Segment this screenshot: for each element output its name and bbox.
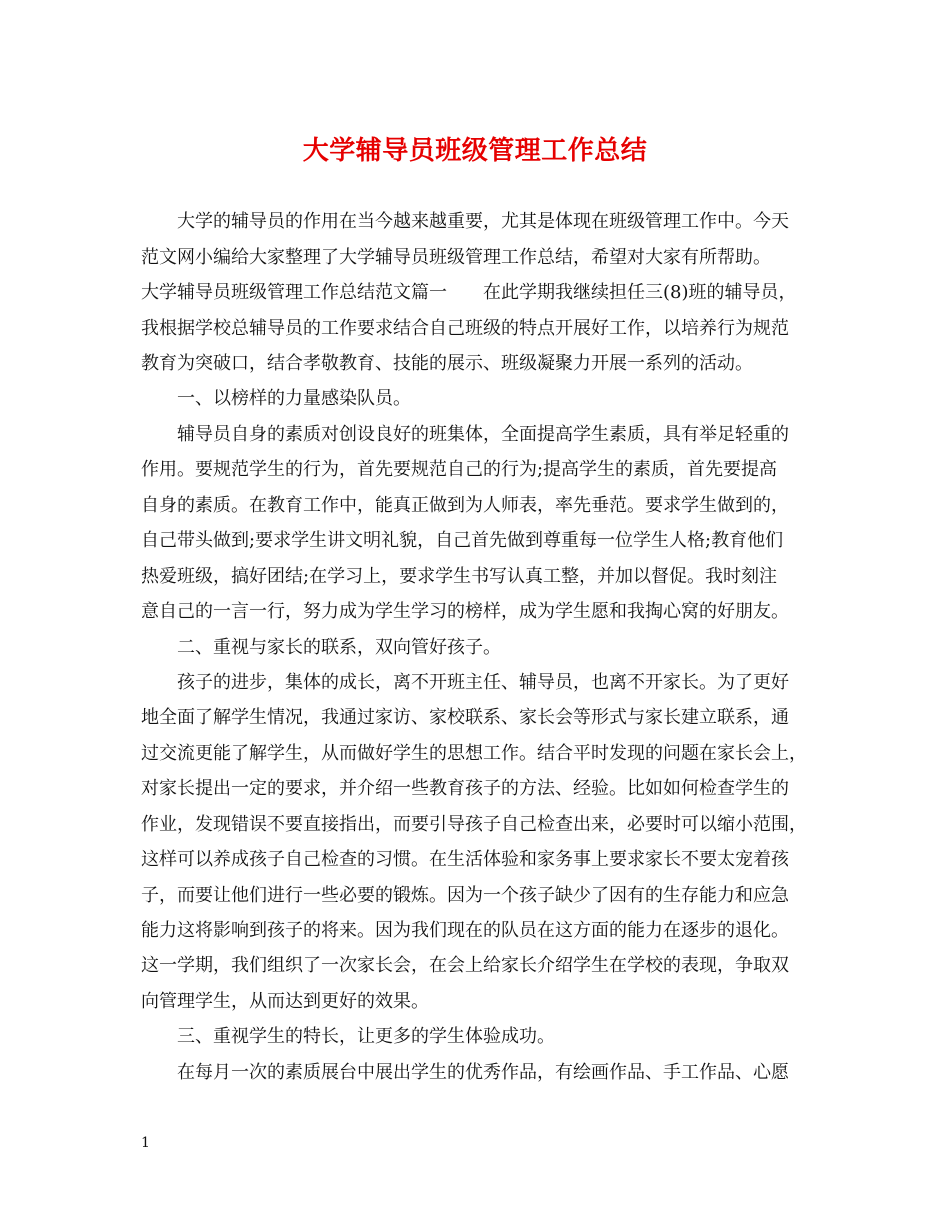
text-line: 教育为突破口，结合孝敬教育、技能的展示、班级凝聚力开展一系列的活动。 (141, 353, 753, 374)
text-line: 作用。要规范学生的行为，首先要规范自己的行为;提高学生的素质，首先要提高 (141, 459, 778, 480)
section-heading: 二、重视与家长的联系，双向管好孩子。 (177, 637, 501, 658)
text-line: 向管理学生，从而达到更好的效果。 (141, 991, 429, 1012)
section-heading: 三、重视学生的特长，让更多的学生体验成功。 (177, 1026, 555, 1047)
text-line: 能力这将影响到孩子的将来。因为我们现在的队员在这方面的能力在逐步的退化。 (141, 920, 789, 941)
text-line: 地全面了解学生情况，我通过家访、家校联系、家长会等形式与家长建立联系，通 (141, 707, 789, 728)
text-line: 我根据学校总辅导员的工作要求结合自己班级的特点开展好工作，以培养行为规范 (141, 318, 789, 339)
text-line: 这样可以养成孩子自己检查的习惯。在生活体验和家务事上要求家长不要太宠着孩 (141, 849, 789, 870)
text-line: 子，而要让他们进行一些必要的锻炼。因为一个孩子缺少了因有的生存能力和应急 (141, 885, 789, 906)
text-line: 自己带头做到;要求学生讲文明礼貌，自己首先做到尊重每一位学生人格;教育他们 (141, 530, 784, 551)
text-line: 范文网小编给大家整理了大学辅导员班级管理工作总结，希望对大家有所帮助。 (141, 247, 771, 268)
text-line: 对家长提出一定的要求，并介绍一些教育孩子的方法、经验。比如如何检查学生的 (141, 778, 789, 799)
section-heading: 一、以榜样的力量感染队员。 (177, 388, 411, 409)
page-number: 1 (141, 1135, 150, 1151)
text-line: 过交流更能了解学生，从而做好学生的思想工作。结合平时发现的问题在家长会上， (141, 743, 807, 764)
text-line: 热爱班级，搞好团结;在学习上，要求学生书写认真工整，并加以督促。我时刻注 (141, 566, 778, 587)
text-line: 大学辅导员班级管理工作总结范文篇一 在此学期我继续担任三(8)班的辅导员， (141, 282, 797, 303)
text-line: 孩子的进步，集体的成长，离不开班主任、辅导员，也离不开家长。为了更好 (177, 672, 789, 693)
text-line: 大学的辅导员的作用在当今越来越重要，尤其是体现在班级管理工作中。今天 (177, 211, 789, 232)
text-line: 这一学期，我们组织了一次家长会，在会上给家长介绍学生在学校的表现，争取双 (141, 955, 789, 976)
text-line: 作业，发现错误不要直接指出，而要引导孩子自己检查出来，必要时可以缩小范围， (141, 814, 807, 835)
text-line: 在每月一次的素质展台中展出学生的优秀作品，有绘画作品、手工作品、心愿 (177, 1062, 789, 1083)
text-line: 自身的素质。在教育工作中，能真正做到为人师表，率先垂范。要求学生做到的， (141, 495, 789, 516)
text-line: 辅导员自身的素质对创设良好的班集体，全面提高学生素质，具有举足轻重的 (177, 424, 789, 445)
document-title: 大学辅导员班级管理工作总结 (302, 136, 648, 166)
text-line: 意自己的一言一行，努力成为学生学习的榜样，成为学生愿和我掏心窝的好朋友。 (141, 601, 789, 622)
